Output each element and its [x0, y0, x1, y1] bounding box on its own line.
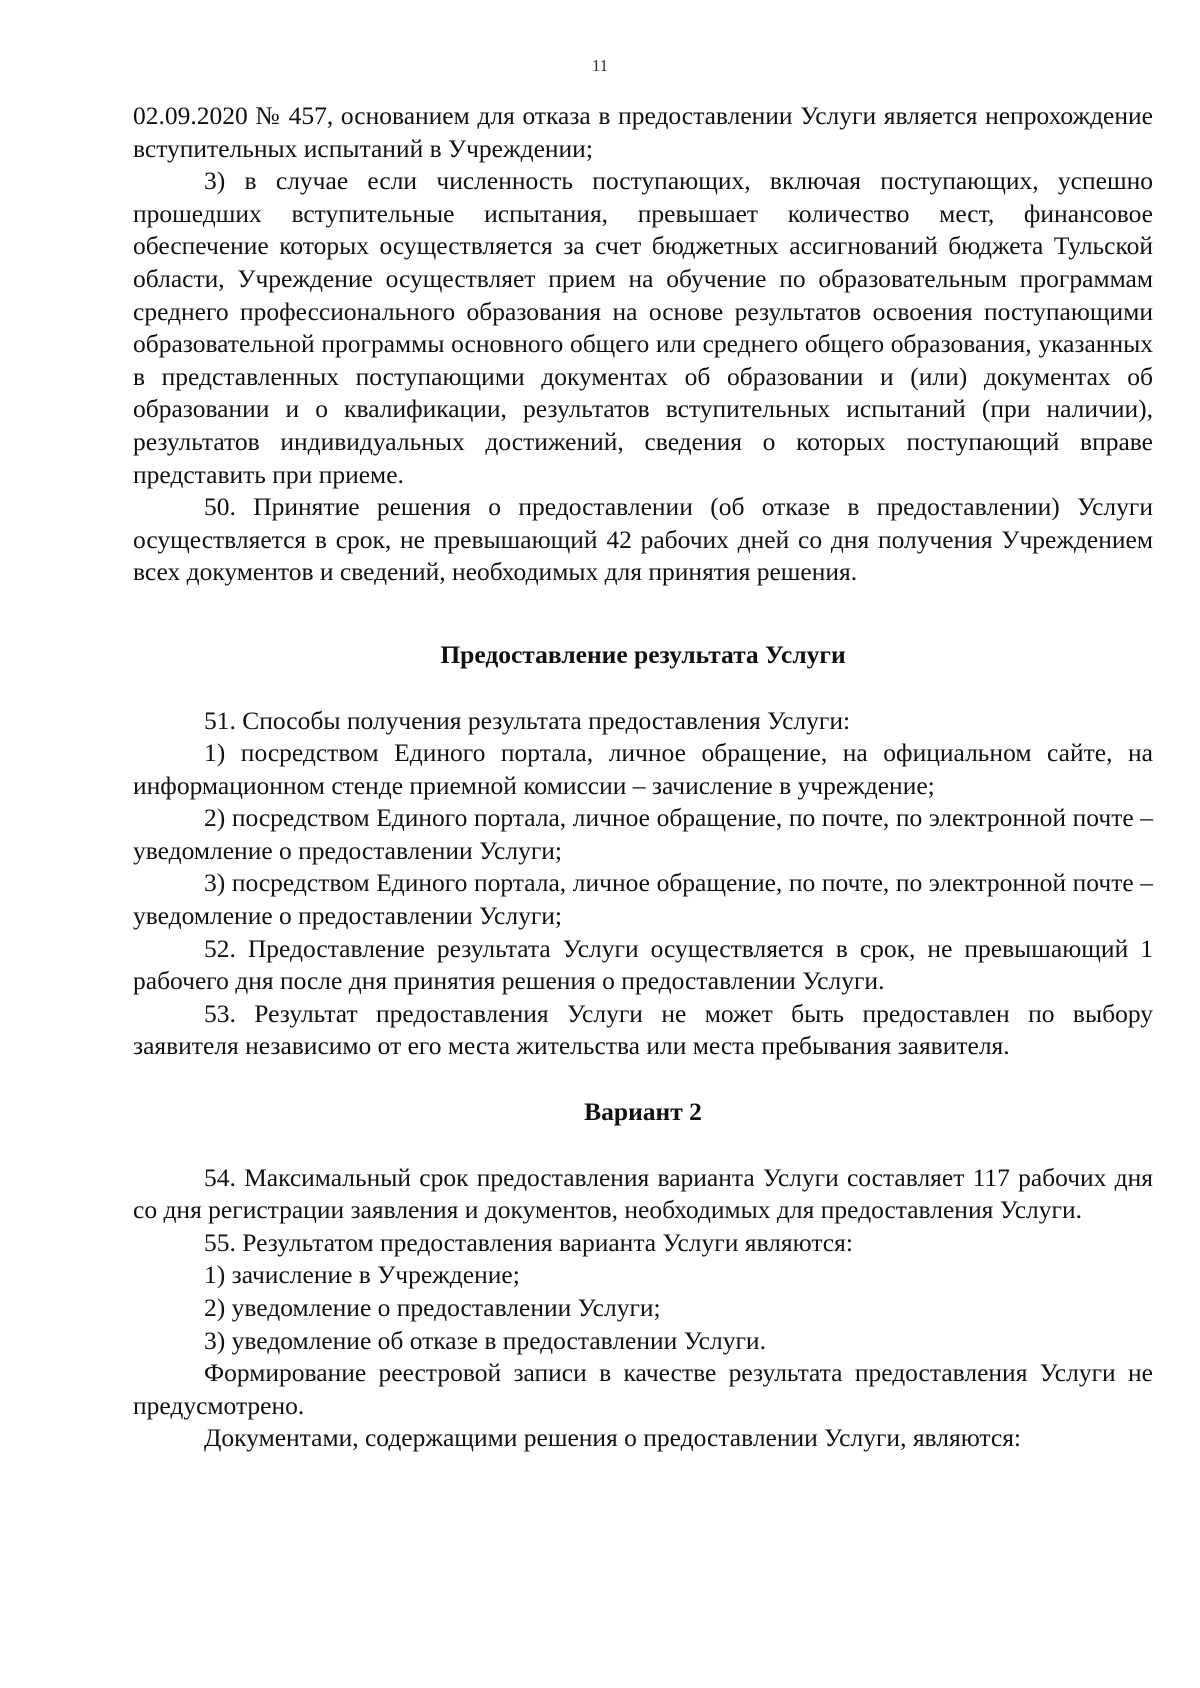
paragraph-51-item-2: 2) посредством Единого портала, личное обращение, по почте, по электронной почте – уведомление о предоставлении Услуги; [133, 803, 1153, 865]
paragraph-52: 52. Предоставление результата Услуги осуществляется в срок, не превышающий 1 рабочего дня после дня принятия решения о предоставлении Услуги. [133, 933, 1153, 996]
page-number: 11 [591, 56, 609, 75]
section-heading-variant-2: Вариант 2 [584, 1097, 702, 1127]
paragraph-50: 50. Принятие решения о предоставлении (об отказе в предоставлении) Услуги осуществляется в срок, не превышающий 42 рабочих дней со дня получения Учреждением всех документов и сведений, необходимых для принятия решения. [133, 492, 1153, 587]
paragraph-51-item-3: 3) посредством Единого портала, личное обращение, по почте, по электронной почте – уведомление о предоставлении Услуги; [133, 868, 1153, 931]
paragraph-item-3: 3) в случае если численность поступающих, включая поступающих, успешно прошедших вступительные испытания, превышает количество мест, финансовое обеспечение которых осуществляется за счет бюджетных ассигнований бюджета Тульской области, Учреждение осуществляет прием на обучение по образовательным программам среднего профессионального образования на основе результатов освоения поступающими образовательной программы основного общего или среднего общего образования, указанных в представленных поступающими документах об образовании и (или) документах об образовании и о квалификации, результатов вступительных испытаний (при наличии), результатов индивидуальных достижений, сведения о которых поступающий вправе представить при приеме. [133, 166, 1153, 489]
paragraph-53: 53. Результат предоставления Услуги не может быть предоставлен по выбору заявителя независимо от его места жительства или места пребывания заявителя. [133, 998, 1153, 1061]
paragraph-51-item-1: 1) посредством Единого портала, личное обращение, на официальном сайте, на информационном стенде приемной комиссии – зачисление в учреждение; [133, 738, 1153, 800]
paragraph-55: 55. Результатом предоставления варианта Услуги являются: [204, 1227, 853, 1257]
paragraph-55-item-3: 3) уведомление об отказе в предоставлении Услуги. [204, 1325, 766, 1355]
paragraph-54: 54. Максимальный срок предоставления варианта Услуги составляет 117 рабочих дня со дня регистрации заявления и документов, необходимых для предоставления Услуги. [133, 1162, 1153, 1225]
paragraph-intro: 02.09.2020 № 457, основанием для отказа в предоставлении Услуги является непрохождение вступительных испытаний в Учреждении; [133, 101, 1153, 163]
paragraph-55-item-2: 2) уведомление о предоставлении Услуги; [204, 1293, 661, 1322]
paragraph-decision-documents: Документами, содержащими решения о предоставлении Услуги, являются: [204, 1423, 1022, 1453]
paragraph-registry-record: Формирование реестровой записи в качестве результата предоставления Услуги не предусмотрено. [133, 1358, 1153, 1420]
paragraph-51: 51. Способы получения результата предоставления Услуги: [204, 705, 851, 735]
paragraph-55-item-1: 1) зачисление в Учреждение; [204, 1260, 520, 1290]
document-body [133, 100, 1153, 1455]
section-heading-result: Предоставление результата Услуги [440, 639, 846, 669]
